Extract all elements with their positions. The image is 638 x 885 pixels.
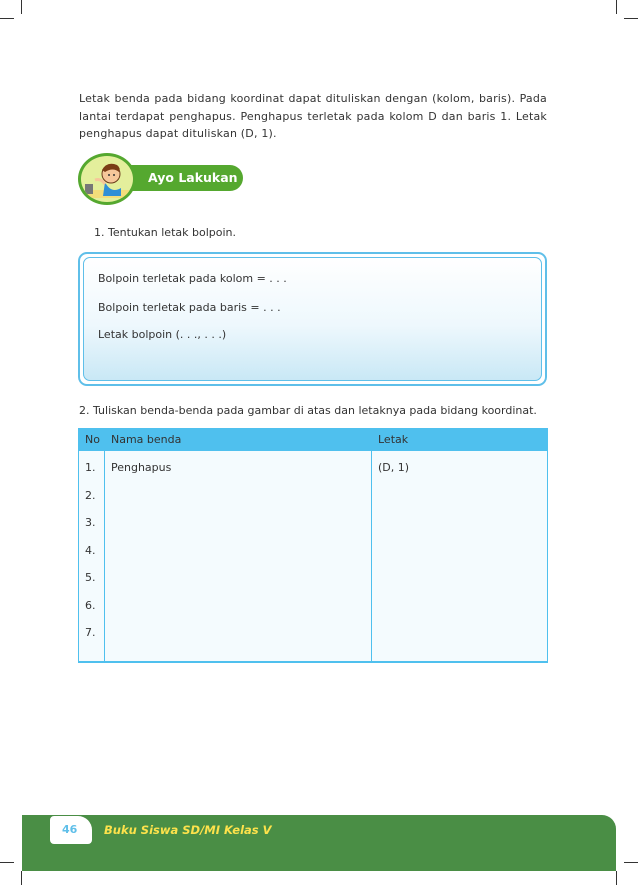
- item-name: Penghapus: [111, 461, 172, 474]
- ayo-lakukan-label: Ayo Lakukan: [118, 165, 243, 191]
- header-letak: Letak: [372, 429, 548, 451]
- crop-mark: [624, 18, 638, 19]
- row-number: 5.: [85, 571, 96, 584]
- task2-question: 2. Tuliskan benda-benda pada gambar di atas dan letaknya pada bidang koordinat.: [79, 404, 537, 417]
- task1-question: 1. Tentukan letak bolpoin.: [94, 226, 237, 239]
- header-nama-benda: Nama benda: [105, 429, 372, 451]
- row-number: 6.: [85, 598, 96, 612]
- answer-line-location: Letak bolpoin (. . ., . . .): [98, 328, 227, 341]
- crop-mark: [0, 18, 14, 19]
- intro-paragraph: Letak benda pada bidang koordinat dapat dituliskan dengan (kolom, baris). Pada lantai terdapat penghapus. Penghapus terletak pada kolom D dan baris 1. Letak penghapus dapat dituliskan (D, 1).: [79, 92, 547, 140]
- ayo-lakukan-banner: [78, 153, 248, 207]
- answer-box: [78, 252, 547, 386]
- answer-line-column: Bolpoin terletak pada kolom = . . .: [98, 272, 287, 285]
- row-number: 2.: [85, 488, 96, 502]
- crop-mark: [616, 0, 617, 14]
- row-number: 7.: [85, 626, 96, 639]
- row-number: 4.: [85, 543, 96, 557]
- crop-mark: [616, 871, 617, 885]
- child-drawing-icon: [78, 153, 136, 205]
- row-number: 1.: [85, 461, 96, 474]
- answer-line-row: Bolpoin terletak pada baris = . . .: [98, 301, 281, 314]
- crop-mark: [0, 862, 14, 863]
- number-column: [79, 451, 105, 663]
- header-no: No: [79, 429, 105, 451]
- crop-mark: [21, 0, 22, 14]
- item-name-cell: [105, 451, 372, 663]
- objects-table: [78, 428, 548, 663]
- table-header-row: [79, 429, 548, 451]
- item-location: (D, 1): [378, 461, 410, 474]
- book-title: Buku Siswa SD/MI Kelas V: [104, 823, 272, 837]
- table-row: [79, 451, 548, 663]
- crop-mark: [21, 871, 22, 885]
- page-number: 46: [62, 823, 78, 836]
- answer-box-inner: [83, 257, 542, 381]
- item-location-cell: [372, 451, 548, 663]
- row-number: 3.: [85, 516, 96, 529]
- crop-mark: [624, 862, 638, 863]
